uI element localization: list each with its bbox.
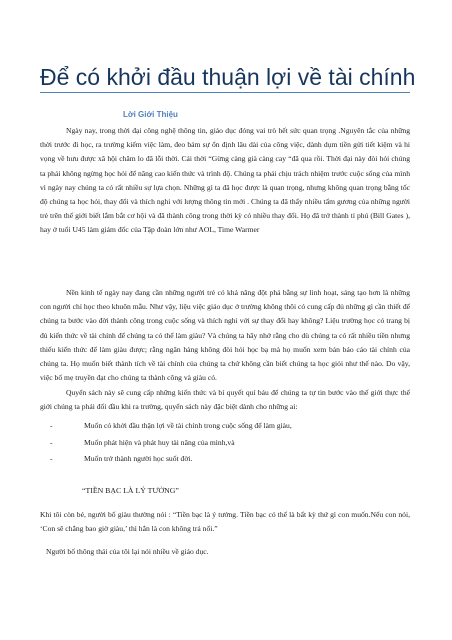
document-title: Để có khởi đầu thuận lợi về tài chính	[40, 64, 416, 90]
audience-list	[40, 418, 410, 468]
list-item	[40, 451, 410, 468]
bullet-marker: -	[50, 421, 53, 430]
list-item	[40, 418, 410, 435]
section-heading: “TIỀN BẠC LÀ LÝ TƯỞNG”	[82, 486, 179, 495]
list-item-text: Muốn trở thành người học suốt đời.	[84, 454, 193, 463]
section-paragraph-2: Người bố thông thái của tôi lại nói nhiều về giáo dục.	[46, 547, 209, 556]
bullet-marker: -	[50, 437, 53, 447]
bullet-marker: -	[50, 454, 53, 463]
list-item	[40, 435, 410, 452]
list-item-text: Muốn phát hiện và phát huy tài năng của mình,và	[84, 437, 235, 447]
intro-paragraph-1: Ngày nay, trong thời đại công nghệ thông tin, giáo dục đóng vai trò hết sức quan trọng .Nguyên tắc của những thời trước đi học, ra trường kiếm việc làm, đeo bám sự ổn định lâu dài của công việc, dành dụm tiền gửi tiết kiệm và hi vọng về hưu được xã hội chăm lo đã lỗi thời. Cái thời “Gừng càng già càng cay “đã qua rồi. Thời đại này đòi hỏi chúng ta phải không ngừng học hỏi để nâng cao kiến thức và trình độ. Chúng ta phải chịu trách nhiệm trước cuộc sống của mình vì ngày nay chúng ta có rất nhiều sự lựa chọn. Những gì ta đã học được là quan trọng, nhưng không quan trọng bằng tốc độ chúng ta học hỏi, thay đổi và thích nghi với lượng thông tin mới . Chúng ta đã thấy nhiều tấm gương của những người trẻ trên thế giới biết lắm bắt cơ hội và đã thành công trong thời kỳ có nhiều thay đổi. Họ đã trở thành tỉ phú (Bill Gates ), hay ở tuổi U45 làm giám đốc của Tập đoàn lớn như AOL, Time Warmer	[40, 126, 411, 235]
title-underline	[40, 92, 410, 93]
section-paragraph-1: Khi tôi còn bé, người bố giàu thường nói : “Tiền bạc là ý tưởng. Tiền bạc có thể là bất kỳ thứ gì con muốn.Nếu con nói, ‘Con sẽ chẳng bao giờ giàu,’ thì hẳn là con không trả nổi.”	[40, 510, 410, 534]
intro-paragraph-2: Nền kinh tế ngày nay đang cần những người trẻ có khả năng đột phá bằng sự linh hoạt, sáng tạo hơn là những con người chỉ học theo khuôn mẫu. Như vậy, liệu việc giáo dục ở trường không thôi có cung cấp đủ những gì cần thiết để chúng ta bước vào đời thành công trong cuộc sống và thích nghi với sự thay đổi hay không? Liệu trường học có trang bị đủ kiến thức về tài chính để chúng ta có thể làm giàu? Và chúng ta hãy nhớ rằng cho dù chúng ta có rất nhiều tiền nhưng thiếu kiến thức để làm giàu được; rằng ngân hàng không đòi hỏi học bạ mà họ muốn xem bản báo cáo tài chính của chúng ta. Họ muốn biết thành tích về tài chính của chúng ta chứ không cần biết chúng ta học giỏi như thế nào. Do vậy, việc bố mẹ truyền đạt cho chúng ta thành công và giàu có.	[40, 288, 410, 383]
intro-paragraph-3: Quyển sách này sẽ cung cấp những kiến thức và bí quyết quí báu để chúng ta tự tin bước vào thế giới thực thế giới chúng ta phải đối đầu khi ra trường, quyển sách này đặc biệt dành cho những ai:	[40, 388, 410, 412]
list-item-text: Muốn có khởi đầu thận lợi về tài chính trong cuộc sống để làm giàu,	[84, 421, 292, 430]
intro-heading: Lời Giới Thiệu	[123, 110, 178, 119]
